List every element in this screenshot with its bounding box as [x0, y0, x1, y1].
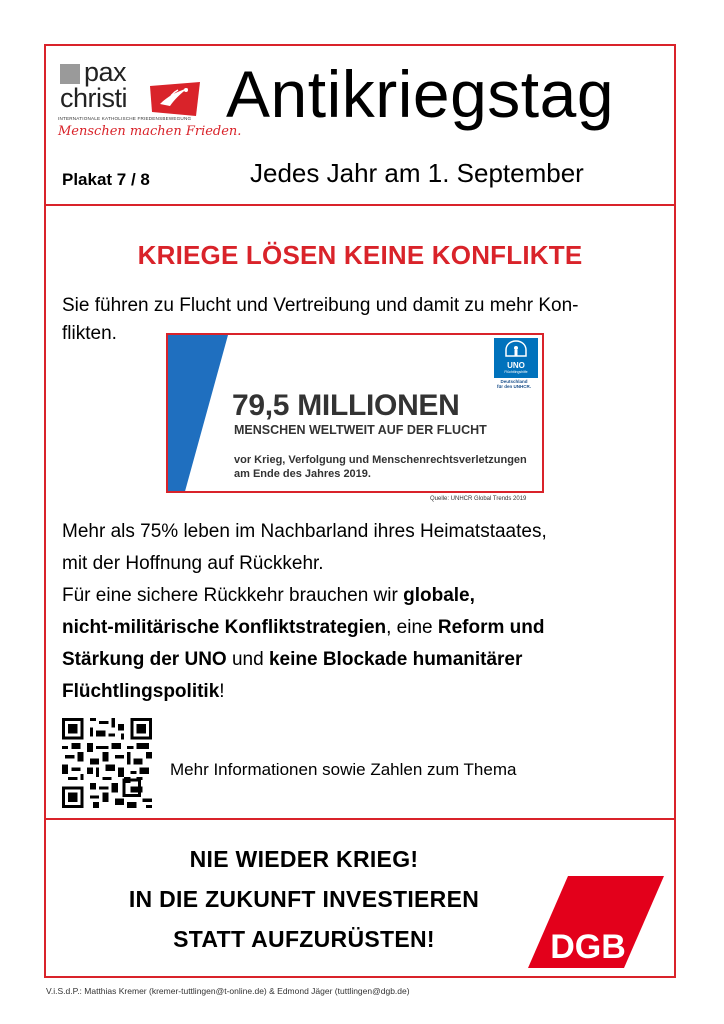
body-line-5-text: und	[226, 649, 269, 670]
body-line-5-bold-1: Stärkung der UNO	[62, 649, 227, 670]
body-line-1: Mehr als 75% leben im Nachbarland ihres Heimatstaates,	[62, 521, 547, 542]
body-line-6-bold: Flüchtlingspolitik	[62, 681, 220, 702]
qr-code-icon[interactable]	[62, 718, 152, 808]
body-line-4-bold-2: Reform und	[437, 617, 545, 638]
body-line-3-bold: globale,	[403, 585, 475, 606]
body-line-4-text: , eine	[386, 617, 438, 638]
headline: KRIEGE LÖSEN KEINE KONFLIKTE	[137, 240, 583, 270]
banner-description	[234, 453, 534, 481]
footer-slogan-1: NIE WIEDER KRIEG!	[189, 846, 419, 872]
body-line-2: mit der Hoffnung auf Rückkehr.	[62, 553, 324, 574]
footer-slogan-2: IN DIE ZUKUNFT INVESTIEREN	[128, 886, 480, 912]
footer-slogan-3: STATT AUFZURÜSTEN!	[173, 926, 435, 952]
intro-line-2: flikten.	[62, 323, 117, 344]
dgb-logo-text: DGB	[550, 928, 626, 966]
banner-subline: MENSCHEN WELTWEIT AUF DER FLUCHT	[234, 423, 487, 437]
logo-tagline: INTERNATIONALE KATHOLISCHE FRIEDENSBEWEGUNG	[58, 116, 192, 121]
dove-flag-icon	[150, 82, 200, 116]
poster-number: Plakat 7 / 8	[62, 170, 150, 189]
footer-divider	[44, 818, 676, 820]
unhcr-banner	[166, 333, 544, 493]
body-line-5	[62, 644, 662, 676]
logo-slogan: Menschen machen Frieden.	[58, 124, 242, 139]
body-line-3-text: Für eine sichere Rückkehr brauchen wir	[62, 585, 404, 606]
uno-people-icon	[494, 338, 538, 360]
banner-number: 79,5 MILLIONEN	[232, 389, 460, 422]
dgb-logo	[528, 876, 664, 968]
uno-logo	[494, 338, 538, 378]
body-line-4-bold-1: nicht-militärische Konfliktstrategien	[62, 617, 387, 638]
body-line-3	[62, 580, 662, 612]
uno-label-line-2: für den UNHCR.	[497, 384, 531, 389]
uno-label-line-1: Deutschland	[500, 379, 528, 384]
banner-description-line-1: vor Krieg, Verfolgung und Menschenrechtsverletzungen	[234, 454, 527, 466]
more-info-text: Mehr Informationen sowie Zahlen zum Thema	[170, 760, 517, 779]
body-text	[62, 516, 662, 708]
imprint: V.i.S.d.P.: Matthias Kremer (kremer-tuttlingen@t-online.de) & Edmond Jäger (tuttlingen@dgb.de)	[46, 986, 410, 996]
logo-word-christi: christi	[60, 83, 128, 113]
logo-square	[60, 64, 80, 84]
logo-word-pax: pax	[84, 57, 127, 87]
body-line-5-bold-2: keine Blockade humanitärer	[268, 649, 523, 670]
body-line-6-text: !	[219, 681, 225, 702]
page-subtitle: Jedes Jahr am 1. September	[250, 158, 584, 188]
uno-label	[486, 379, 542, 389]
pax-christi-logo	[58, 57, 242, 154]
intro-line-1: Sie führen zu Flucht und Vertreibung und damit zu mehr Kon-	[62, 295, 579, 316]
uno-logo-text: UNO	[507, 361, 525, 370]
page-title: Antikriegstag	[226, 57, 615, 131]
body-line-6	[62, 676, 662, 708]
body-line-4	[62, 612, 662, 644]
banner-description-line-2: am Ende des Jahres 2019.	[234, 468, 371, 480]
uno-logo-subtext: Flüchtlingshilfe	[504, 370, 528, 374]
header-divider	[44, 204, 676, 206]
banner-source: Quelle: UNHCR Global Trends 2019	[430, 496, 527, 502]
